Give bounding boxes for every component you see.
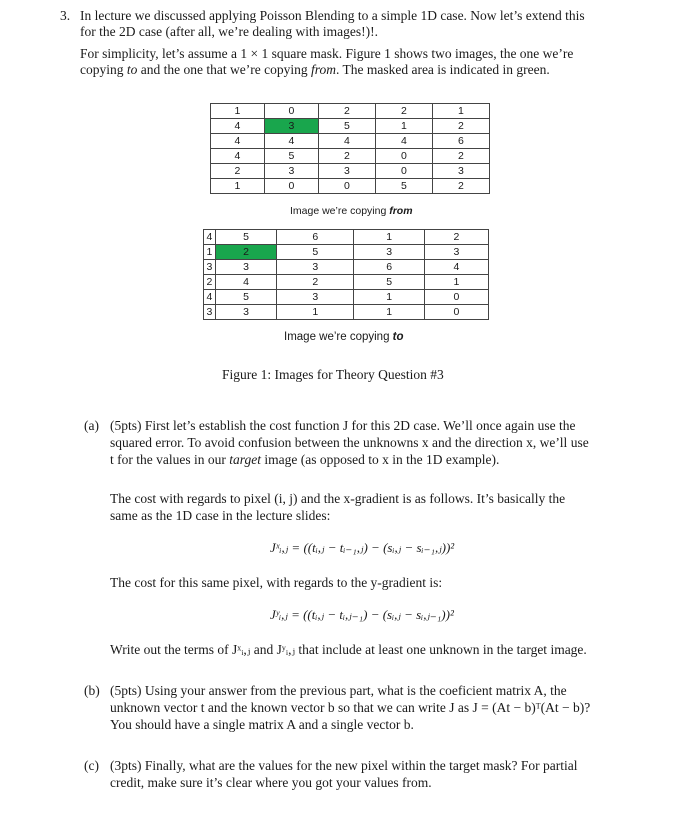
pixel-cell: 5 — [215, 290, 276, 305]
cost-line-1: The cost with regards to pixel (i, j) and the x-gradient is as follows. It’s basically the — [110, 491, 566, 506]
pixel-cell: 1 — [277, 305, 354, 320]
pixel-cell: 0 — [375, 164, 432, 179]
equation-y-gradient: Jʸᵢ,ⱼ = ((tᵢ,ⱼ − tᵢ,ⱼ₋₁) − (sᵢ,ⱼ − sᵢ,ⱼ₋₁))² — [270, 607, 454, 622]
pixel-cell: 3 — [277, 290, 354, 305]
table-row — [204, 275, 489, 290]
part-b-label: (b) — [84, 683, 100, 698]
pixel-cell: 1 — [204, 245, 216, 260]
pixel-cell: 3 — [354, 245, 425, 260]
pixel-cell: 3 — [204, 305, 216, 320]
pixel-cell: 6 — [432, 134, 489, 149]
pixel-cell: 3 — [318, 164, 375, 179]
question-number: 3. — [60, 8, 71, 23]
pixel-cell: 3 — [204, 260, 216, 275]
pixel-cell: 5 — [318, 119, 375, 134]
pixel-cell: 5 — [215, 230, 276, 245]
simplicity-line-2: copying to and the one that we’re copying from. The masked area is indicated in green. — [80, 62, 550, 77]
pixel-cell: 3 — [215, 260, 276, 275]
pixel-cell: 0 — [375, 149, 432, 164]
table-row — [211, 119, 490, 134]
table-row — [211, 179, 490, 194]
pixel-cell: 2 — [375, 104, 432, 119]
mask-cell: 2 — [215, 245, 276, 260]
source-image-table — [210, 103, 490, 194]
y-gradient-text: The cost for this same pixel, with regards to the y-gradient is: — [110, 575, 443, 590]
pixel-cell: 2 — [424, 230, 488, 245]
source-image-caption: Image we’re copying from — [290, 205, 413, 217]
write-out-line: Write out the terms of Jˣᵢ,ⱼ and Jʸᵢ,ⱼ that include at least one unknown in the target image. — [110, 642, 587, 657]
pixel-cell: 4 — [211, 119, 265, 134]
pixel-cell: 2 — [318, 149, 375, 164]
pixel-cell: 1 — [432, 104, 489, 119]
part-a-line-1: (5pts) First let’s establish the cost function J for this 2D case. We’ll once again use the — [110, 418, 576, 433]
pixel-cell: 4 — [375, 134, 432, 149]
pixel-cell: 0 — [424, 290, 488, 305]
pixel-cell: 1 — [375, 119, 432, 134]
table-row — [204, 245, 489, 260]
pixel-cell: 1 — [211, 179, 265, 194]
pixel-cell: 2 — [432, 179, 489, 194]
cost-line-2: same as the 1D case in the lecture slides: — [110, 508, 331, 523]
part-a-line-3: t for the values in our target image (as opposed to x in the 1D example). — [110, 452, 500, 467]
part-c-line-1: (3pts) Finally, what are the values for the new pixel within the target mask? For partial — [110, 758, 578, 773]
pixel-cell: 1 — [354, 230, 425, 245]
pixel-cell: 4 — [215, 275, 276, 290]
table-row — [211, 149, 490, 164]
pixel-cell: 2 — [432, 119, 489, 134]
pixel-cell: 1 — [354, 290, 425, 305]
pixel-cell: 0 — [318, 179, 375, 194]
pixel-cell: 4 — [204, 230, 216, 245]
table-row — [211, 104, 490, 119]
pixel-cell: 1 — [211, 104, 265, 119]
pixel-cell: 5 — [264, 149, 318, 164]
simplicity-line-1: For simplicity, let’s assume a 1 × 1 square mask. Figure 1 shows two images, the one we’re — [80, 46, 574, 61]
pixel-cell: 3 — [424, 245, 488, 260]
pixel-cell: 5 — [375, 179, 432, 194]
pixel-cell: 2 — [277, 275, 354, 290]
intro-line-2: for the 2D case (after all, we’re dealing with images!)!. — [80, 24, 378, 39]
pixel-cell: 3 — [215, 305, 276, 320]
pixel-cell: 2 — [432, 149, 489, 164]
pixel-cell: 5 — [354, 275, 425, 290]
pixel-cell: 1 — [424, 275, 488, 290]
part-b-line-2: unknown vector t and the known vector b so that we can write J as J = (At − b)ᵀ(At − b)? — [110, 700, 591, 715]
pixel-cell: 1 — [354, 305, 425, 320]
part-a-line-2: squared error. To avoid confusion between the unknowns x and the direction x, we’ll use — [110, 435, 589, 450]
pixel-cell: 0 — [424, 305, 488, 320]
equation-x-gradient: Jˣᵢ,ⱼ = ((tᵢ,ⱼ − tᵢ₋₁,ⱼ) − (sᵢ,ⱼ − sᵢ₋₁,ⱼ))² — [270, 540, 455, 555]
table-row — [211, 134, 490, 149]
pixel-cell: 4 — [424, 260, 488, 275]
pixel-cell: 5 — [277, 245, 354, 260]
target-image-caption: Image we’re copying to — [284, 331, 404, 343]
figure-caption: Figure 1: Images for Theory Question #3 — [222, 367, 444, 382]
pixel-cell: 4 — [211, 134, 265, 149]
table-row — [211, 164, 490, 179]
pixel-cell: 3 — [264, 164, 318, 179]
pixel-cell: 6 — [354, 260, 425, 275]
pixel-cell: 0 — [264, 179, 318, 194]
mask-cell: 3 — [264, 119, 318, 134]
pixel-cell: 4 — [211, 149, 265, 164]
table-row — [204, 260, 489, 275]
part-c-label: (c) — [84, 758, 99, 773]
part-b-line-1: (5pts) Using your answer from the previous part, what is the coeficient matrix A, the — [110, 683, 567, 698]
pixel-cell: 6 — [277, 230, 354, 245]
pixel-cell: 0 — [264, 104, 318, 119]
part-a-label: (a) — [84, 418, 99, 433]
table-row — [204, 290, 489, 305]
pixel-cell: 3 — [432, 164, 489, 179]
pixel-cell: 2 — [318, 104, 375, 119]
intro-line-1: In lecture we discussed applying Poisson Blending to a simple 1D case. Now let’s extend this — [80, 8, 585, 23]
pixel-cell: 2 — [211, 164, 265, 179]
pixel-cell: 4 — [318, 134, 375, 149]
part-b-line-3: You should have a single matrix A and a single vector b. — [110, 717, 414, 732]
pixel-cell: 2 — [204, 275, 216, 290]
target-image-table — [203, 229, 489, 320]
pixel-cell: 4 — [264, 134, 318, 149]
part-c-line-2: credit, make sure it’s clear where you got your values from. — [110, 775, 432, 790]
table-row — [204, 305, 489, 320]
pixel-cell: 3 — [277, 260, 354, 275]
pixel-cell: 4 — [204, 290, 216, 305]
table-row — [204, 230, 489, 245]
